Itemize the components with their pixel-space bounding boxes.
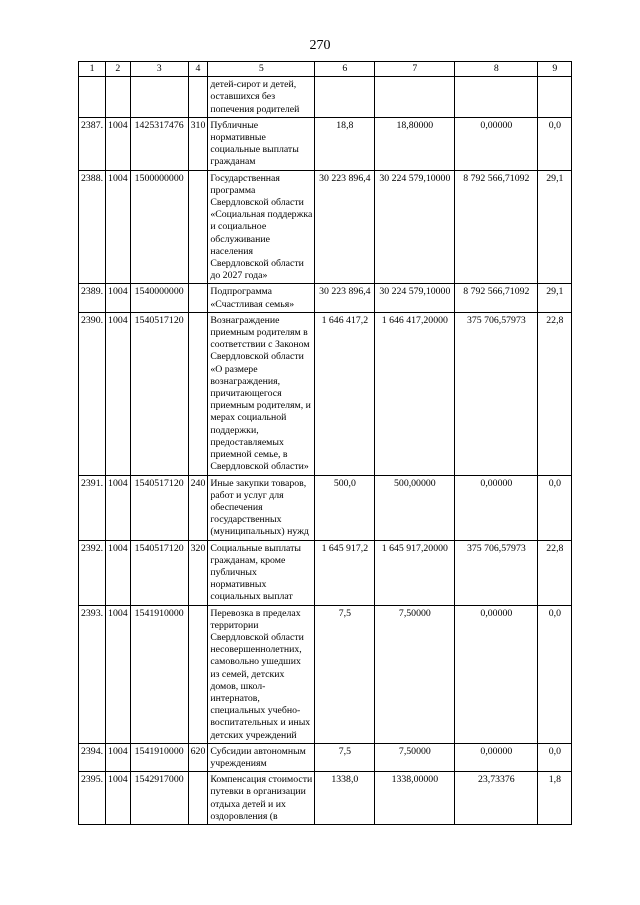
row-number: 2395. bbox=[79, 772, 106, 825]
target-code: 1541910000 bbox=[130, 743, 188, 771]
item-name: Перевозка в пределах территории Свердловской области несовершеннолетних, самовольно ушедших из семей, детских домов, школ-интернатов, специальных учебно-воспитательных и иных детских учреждений bbox=[208, 605, 315, 743]
target-code: 1540517120 bbox=[130, 475, 188, 540]
execution-percent: 0,0 bbox=[538, 605, 572, 743]
plan-amount bbox=[315, 77, 375, 118]
target-code: 1540517120 bbox=[130, 312, 188, 475]
table-row bbox=[79, 475, 572, 540]
plan-amount: 18,8 bbox=[315, 117, 375, 170]
plan-amount: 1 645 917,2 bbox=[315, 540, 375, 605]
column-header: 1 bbox=[79, 62, 106, 77]
expense-type-code: 320 bbox=[188, 540, 208, 605]
row-number: 2388. bbox=[79, 170, 106, 284]
executed-amount: 8 792 566,71092 bbox=[455, 284, 538, 312]
row-number: 2387. bbox=[79, 117, 106, 170]
execution-percent: 29,1 bbox=[538, 284, 572, 312]
section-code: 1004 bbox=[106, 743, 131, 771]
approved-amount: 30 224 579,10000 bbox=[375, 284, 455, 312]
expense-type-code: 310 bbox=[188, 117, 208, 170]
column-header: 5 bbox=[208, 62, 315, 77]
execution-percent: 22,8 bbox=[538, 540, 572, 605]
column-header: 8 bbox=[455, 62, 538, 77]
column-header: 6 bbox=[315, 62, 375, 77]
target-code: 1425317476 bbox=[130, 117, 188, 170]
table-row bbox=[79, 117, 572, 170]
item-name: Социальные выплаты гражданам, кроме публичных нормативных социальных выплат bbox=[208, 540, 315, 605]
expense-type-code bbox=[188, 77, 208, 118]
target-code bbox=[130, 77, 188, 118]
executed-amount: 0,00000 bbox=[455, 475, 538, 540]
item-name: детей-сирот и детей, оставшихся без попечения родителей bbox=[208, 77, 315, 118]
budget-table bbox=[78, 61, 572, 825]
row-number: 2392. bbox=[79, 540, 106, 605]
expense-type-code bbox=[188, 772, 208, 825]
target-code: 1542917000 bbox=[130, 772, 188, 825]
row-number: 2394. bbox=[79, 743, 106, 771]
section-code: 1004 bbox=[106, 475, 131, 540]
plan-amount: 1338,0 bbox=[315, 772, 375, 825]
approved-amount: 1338,00000 bbox=[375, 772, 455, 825]
column-header: 3 bbox=[130, 62, 188, 77]
section-code: 1004 bbox=[106, 312, 131, 475]
execution-percent: 1,8 bbox=[538, 772, 572, 825]
item-name: Подпрограмма «Счастливая семья» bbox=[208, 284, 315, 312]
row-number: 2391. bbox=[79, 475, 106, 540]
row-number bbox=[79, 77, 106, 118]
table-row bbox=[79, 312, 572, 475]
approved-amount: 7,50000 bbox=[375, 605, 455, 743]
target-code: 1500000000 bbox=[130, 170, 188, 284]
executed-amount: 375 706,57973 bbox=[455, 312, 538, 475]
column-header: 4 bbox=[188, 62, 208, 77]
column-header: 2 bbox=[106, 62, 131, 77]
approved-amount: 1 646 417,20000 bbox=[375, 312, 455, 475]
column-header: 7 bbox=[375, 62, 455, 77]
executed-amount bbox=[455, 77, 538, 118]
executed-amount: 8 792 566,71092 bbox=[455, 170, 538, 284]
item-name: Иные закупки товаров, работ и услуг для обеспечения государственных (муниципальных) нужд bbox=[208, 475, 315, 540]
plan-amount: 7,5 bbox=[315, 605, 375, 743]
table-row bbox=[79, 77, 572, 118]
table-row bbox=[79, 772, 572, 825]
execution-percent: 0,0 bbox=[538, 743, 572, 771]
expense-type-code: 620 bbox=[188, 743, 208, 771]
item-name: Вознаграждение приемным родителям в соответствии с Законом Свердловской области «О размере вознаграждения, причитающегося приемным родителям, и мерах социальной поддержки, предоставляемых приемной семье, в Свердловской области» bbox=[208, 312, 315, 475]
target-code: 1540000000 bbox=[130, 284, 188, 312]
target-code: 1540517120 bbox=[130, 540, 188, 605]
execution-percent: 22,8 bbox=[538, 312, 572, 475]
plan-amount: 7,5 bbox=[315, 743, 375, 771]
executed-amount: 0,00000 bbox=[455, 605, 538, 743]
page-number: 270 bbox=[309, 38, 331, 53]
section-code bbox=[106, 77, 131, 118]
execution-percent: 0,0 bbox=[538, 475, 572, 540]
table-row bbox=[79, 170, 572, 284]
table-row bbox=[79, 605, 572, 743]
expense-type-code bbox=[188, 284, 208, 312]
section-code: 1004 bbox=[106, 284, 131, 312]
approved-amount: 1 645 917,20000 bbox=[375, 540, 455, 605]
section-code: 1004 bbox=[106, 605, 131, 743]
approved-amount: 30 224 579,10000 bbox=[375, 170, 455, 284]
plan-amount: 30 223 896,4 bbox=[315, 284, 375, 312]
executed-amount: 0,00000 bbox=[455, 117, 538, 170]
table-header-row bbox=[79, 62, 572, 77]
plan-amount: 500,0 bbox=[315, 475, 375, 540]
table-row bbox=[79, 540, 572, 605]
executed-amount: 0,00000 bbox=[455, 743, 538, 771]
expense-type-code bbox=[188, 170, 208, 284]
section-code: 1004 bbox=[106, 540, 131, 605]
plan-amount: 1 646 417,2 bbox=[315, 312, 375, 475]
column-header: 9 bbox=[538, 62, 572, 77]
table-row bbox=[79, 284, 572, 312]
section-code: 1004 bbox=[106, 170, 131, 284]
approved-amount: 7,50000 bbox=[375, 743, 455, 771]
row-number: 2393. bbox=[79, 605, 106, 743]
section-code: 1004 bbox=[106, 772, 131, 825]
approved-amount: 18,80000 bbox=[375, 117, 455, 170]
item-name: Компенсация стоимости путевки в организации отдыха детей и их оздоровления (в bbox=[208, 772, 315, 825]
item-name: Государственная программа Свердловской области «Социальная поддержка и социальное обслуживание населения Свердловской области до 2027 года» bbox=[208, 170, 315, 284]
execution-percent: 0,0 bbox=[538, 117, 572, 170]
row-number: 2389. bbox=[79, 284, 106, 312]
section-code: 1004 bbox=[106, 117, 131, 170]
expense-type-code bbox=[188, 605, 208, 743]
executed-amount: 23,73376 bbox=[455, 772, 538, 825]
item-name: Публичные нормативные социальные выплаты гражданам bbox=[208, 117, 315, 170]
executed-amount: 375 706,57973 bbox=[455, 540, 538, 605]
target-code: 1541910000 bbox=[130, 605, 188, 743]
approved-amount: 500,00000 bbox=[375, 475, 455, 540]
execution-percent bbox=[538, 77, 572, 118]
row-number: 2390. bbox=[79, 312, 106, 475]
expense-type-code bbox=[188, 312, 208, 475]
approved-amount bbox=[375, 77, 455, 118]
item-name: Субсидии автономным учреждениям bbox=[208, 743, 315, 771]
plan-amount: 30 223 896,4 bbox=[315, 170, 375, 284]
table-row bbox=[79, 743, 572, 771]
execution-percent: 29,1 bbox=[538, 170, 572, 284]
expense-type-code: 240 bbox=[188, 475, 208, 540]
